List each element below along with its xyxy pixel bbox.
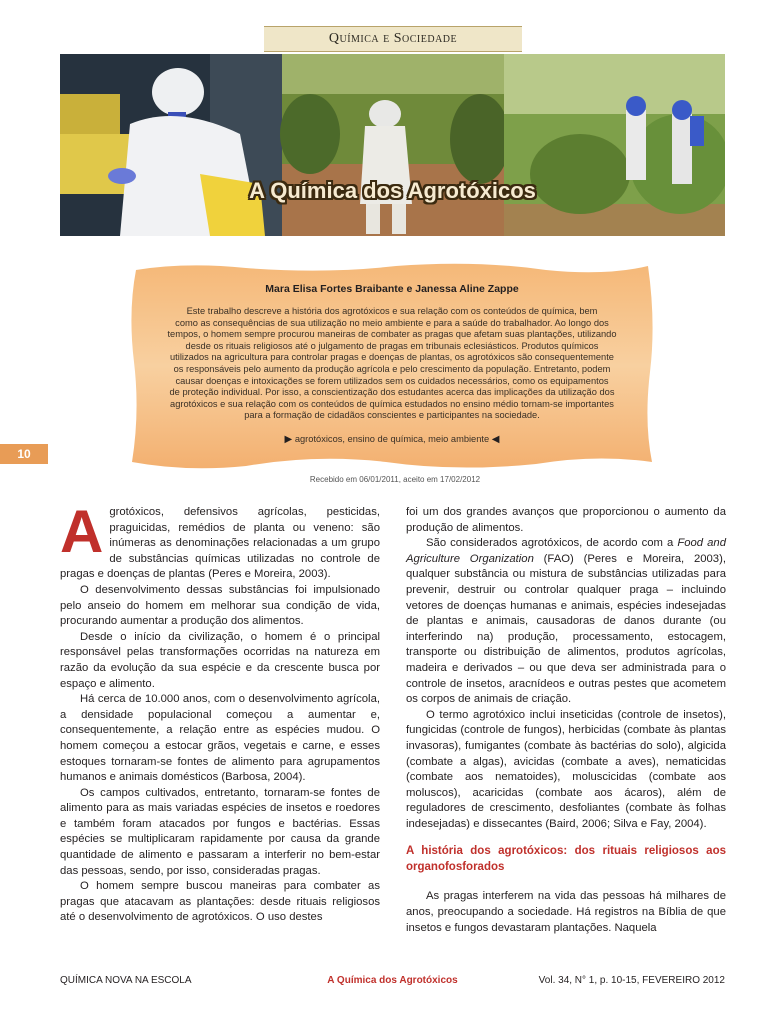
- drop-cap: A: [60, 498, 104, 565]
- abstract-line: de proteção individual. Por isso, a conscientização dos estudantes acerca das implicações da utilização dos: [169, 387, 615, 398]
- section-heading: A história dos agrotóxicos: dos rituais religiosos aos organofosforados: [406, 845, 726, 873]
- running-title: A Química dos Agrotóxicos: [327, 975, 458, 986]
- paragraph: Há cerca de 10.000 anos, com o desenvolvimento agrícola, a densidade populacional começou a aumentar e, consequentemente, a relação entre as espécies mudou. O homem começou a estocar grãos, vegetais e carne, e esses estoques tornaram-se fontes de alimento para agrupamentos humanos e animais domésticos (Barbosa, 2004).: [60, 693, 380, 784]
- paragraph-text: (FAO) (Peres e Moreira, 2003), qualquer substância ou mistura de substâncias utilizadas para prevenir, destruir ou controlar qualquer praga – incluindo vetores de doenças humanas e animais, espécies indesejadas de plantas e animais, causadoras de danos durante (ou interferindo na) produção, processamento, estocagem, transporte ou distribuição de alimentos, produtos agrícolas, madeira e derivados – ou que deva ser administrada para o controle de insetos, aracnídeos e outras pestes que acometem os corpos de animais de criação.: [406, 552, 726, 706]
- abstract-line: agrotóxicos e sua relação com os conteúdos de química estudados no ensino médio tornam-se importantes: [170, 398, 614, 409]
- section-label: Química e Sociedade: [328, 31, 458, 46]
- abstract-line: para a formação de cidadãos conscientes e participantes na sociedade.: [244, 410, 540, 421]
- banner-illustration: [60, 54, 725, 236]
- abstract-text: [144, 306, 640, 422]
- section-header: [264, 26, 522, 52]
- journal-name: QUÍMICA NOVA NA ESCOLA: [60, 975, 192, 986]
- paragraph: As pragas interferem na vida das pessoas há milhares de anos, preocupando a sociedade. Há registros na Bíblia de que insetos e fungos devastaram plantações. Naquela: [406, 890, 726, 934]
- triangle-right-icon: ▶: [284, 434, 293, 445]
- abstract-line: causar doenças e intoxicações se forem utilizados sem os cuidados necessários, como os equipamentos: [175, 375, 609, 386]
- paragraph: O homem sempre buscou maneiras para combater as pragas que atacavam as plantações: desde rituais religiosos até o desenvolvimento de agrotóxicos. O uso destes: [60, 880, 380, 924]
- left-column: [60, 498, 380, 926]
- italic-term: Food and Agriculture Organization: [406, 537, 726, 565]
- keywords-text: agrotóxicos, ensino de química, meio ambiente: [294, 434, 490, 444]
- paragraph: O termo agrotóxico inclui inseticidas (controle de insetos), fungicidas (controle de fungos), herbicidas (combate às plantas invasoras), fumigantes (combate às bactérias do solo), algicida (combate a algas), avicidas (combate a aves), nematicidas (combate aos nematoides), moluscicidas (combate aos moluscos), acaricidas (combate aos ácaros), além de reguladores de crescimento, desfoliantes (combate às folhas indesejadas) e dissecantes (Baird, 2006; Silva e Fay, 2004).: [406, 708, 726, 830]
- author-names: Mara Elisa Fortes Braibante e Janessa Aline Zappe: [265, 283, 519, 295]
- paragraph: O desenvolvimento dessas substâncias foi impulsionado pelo anseio do homem em melhorar sua condição de vida, procurando aumentar a produção dos alimentos.: [60, 583, 380, 628]
- abstract-line: como as consequências de sua utilização no meio ambiente e para a saúde do trabalhador. Ao longo dos: [175, 317, 609, 328]
- paragraph: [60, 498, 380, 583]
- paragraph: Os campos cultivados, entretanto, tornaram-se fontes de alimento para as mais variadas espécies de insetos e roedores e também foram atacados por fungos e bactérias. Essas espécies se multiplicaram rapidamente por causa da grande quantidade de alimento e passaram a interferir no bem-estar das pessoas, sendo, por isso, consideradas pragas.: [60, 786, 380, 877]
- page-number: 10: [17, 447, 31, 461]
- paragraph: [406, 536, 726, 708]
- paragraph: foi um dos grandes avanços que proporcionou o aumento da produção de alimentos.: [406, 506, 726, 534]
- page-footer: [60, 975, 725, 991]
- issue-info: Vol. 34, N° 1, p. 10-15, FEVEREIRO 2012: [538, 975, 725, 986]
- triangle-left-icon: ◀: [491, 434, 500, 445]
- paragraph-text: grotóxicos, defensivos agrícolas, pesticidas, praguicidas, remédios de planta ou veneno: são inúmeras as denominações relacionadas a um grupo de substâncias químicas utilizadas no controle de pragas e doenças de plantas (Peres e Moreira, 2003).: [60, 506, 380, 581]
- page-number-tab: [0, 444, 48, 464]
- abstract-line: desde os rituais religiosos até o julgamento de pragas em tribunais eclesiásticos. Produtos químicos: [185, 340, 599, 351]
- keywords: [150, 434, 634, 445]
- received-date: Recebido em 06/01/2011, aceito em 17/02/2012: [309, 475, 481, 484]
- paragraph: Desde o início da civilização, o homem é o principal responsável pelas transformações ocorridas na natureza em razão da evolução da sua espécie e da crescente busca por espaço e alimento.: [60, 630, 380, 690]
- abstract-line: os responsáveis pelo aumento da produção agrícola e pelo crescimento da população. Entretanto, podem: [173, 363, 611, 374]
- abstract-line: utilizados na agricultura para controlar pragas e doenças de plantas, os agrotóxicos são consequentemente: [170, 352, 614, 363]
- abstract-line: Este trabalho descreve a história dos agrotóxicos e sua relação com os conteúdos de química, bem: [186, 306, 598, 316]
- paragraph-text: São considerados agrotóxicos, de acordo com a: [426, 537, 678, 550]
- abstract-line: tempos, o homem sempre procurou maneiras de combater as pragas que afetam suas plantações, utilizando: [167, 329, 617, 340]
- banner-photo: [60, 54, 725, 236]
- right-column: [406, 505, 726, 936]
- article-title: A Química dos Agrotóxicos: [249, 178, 536, 203]
